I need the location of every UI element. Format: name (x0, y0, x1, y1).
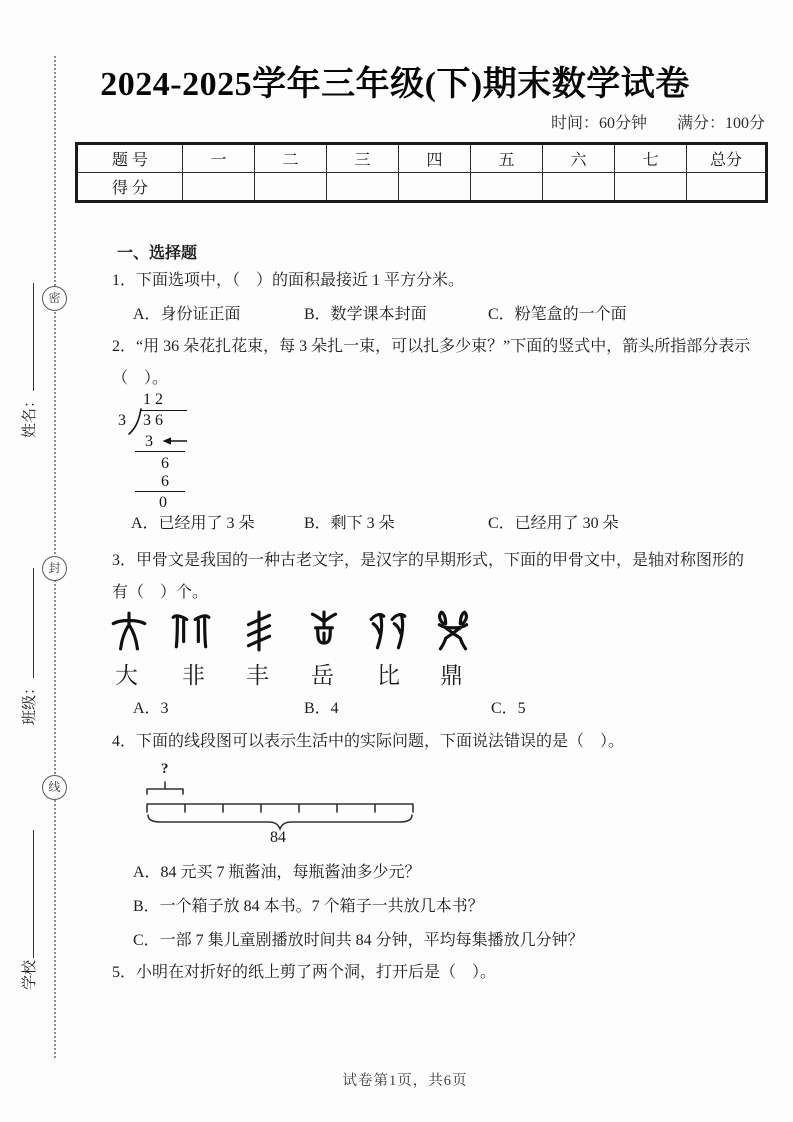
q3-option-c: C．5 (491, 700, 526, 717)
header-cell: 题 号 (77, 144, 183, 173)
score-cell (399, 173, 471, 202)
score-cell (327, 173, 399, 202)
division-quotient: 1 2 (143, 391, 163, 408)
score-cell (183, 173, 255, 202)
q2-option-a: A．已经用了 3 朵 (131, 515, 255, 532)
division-line-1 (135, 451, 185, 452)
division-dividend: 3 6 (143, 412, 163, 429)
q2-option-c: C．已经用了 30 朵 (488, 515, 619, 532)
char-bi: 比 (377, 663, 400, 688)
header-cell: 五 (471, 144, 543, 173)
segment-bar-diagram (140, 760, 425, 836)
question-5-text: 5．小明在对折好的纸上剪了两个洞，打开后是（ ）。 (112, 964, 497, 981)
score-table (75, 142, 768, 203)
page-footer: 试卷第1页，共6页 (342, 1073, 468, 1089)
long-division-diagram (105, 391, 215, 516)
division-vinculum (140, 410, 187, 411)
q4-option-c: C．一部 7 集儿童剧播放时间共 84 分钟，平均每集播放几分钟？ (133, 932, 584, 949)
question-2-text-line2: （ ）。 (112, 370, 169, 387)
school-label: 学校 (22, 959, 38, 990)
question-3-text-line2: 有（ ）个。 (112, 584, 209, 601)
header-cell: 一 (183, 144, 255, 173)
section-title: 一、选择题 (117, 245, 198, 262)
oracle-glyph-bi-icon (368, 610, 410, 652)
oracle-glyph-ding-icon (432, 610, 474, 652)
score-table-header-row (77, 144, 767, 173)
oracle-glyph-da-icon (108, 610, 150, 652)
score-cell (687, 173, 767, 202)
score-cell (615, 173, 687, 202)
oracle-glyph-fei-icon (170, 610, 212, 652)
name-blank-line (21, 283, 34, 391)
time-limit: 时间：60分钟 (550, 115, 647, 132)
diagram-question-mark: ? (161, 761, 169, 777)
division-step1: 3 (145, 433, 153, 450)
seal-char-feng: 封 (42, 556, 67, 581)
seal-char-mi: 密 (42, 286, 67, 311)
header-cell: 七 (615, 144, 687, 173)
header-cell: 总分 (687, 144, 767, 173)
class-field (18, 568, 39, 725)
char-feng: 丰 (246, 663, 269, 688)
q1-option-b: B．数学课本封面 (304, 306, 427, 323)
division-line-2 (135, 491, 185, 492)
score-table-score-row (77, 173, 767, 202)
diagram-total-label: 84 (270, 829, 286, 846)
q1-option-a: A．身份证正面 (133, 306, 241, 323)
full-score: 满分：100分 (676, 115, 765, 132)
score-row-label: 得 分 (77, 173, 183, 202)
exam-meta (380, 110, 765, 133)
division-step2: 6 (161, 455, 169, 472)
header-cell: 三 (327, 144, 399, 173)
division-bracket (128, 408, 143, 435)
class-label: 班级： (22, 679, 38, 725)
q2-option-b: B．剩下 3 朵 (304, 515, 395, 532)
division-step3: 6 (161, 473, 169, 490)
name-label: 姓名： (22, 392, 38, 438)
oracle-glyph-feng-icon (238, 610, 280, 652)
question-4-text: 4．下面的线段图可以表示生活中的实际问题，下面说法错误的是（ ）。 (112, 733, 625, 750)
header-cell: 二 (255, 144, 327, 173)
score-cell (471, 173, 543, 202)
score-cell (543, 173, 615, 202)
q3-option-b: B．4 (304, 700, 339, 717)
question-3-text-line1: 3．甲骨文是我国的一种古老文字，是汉字的早期形式，下面的甲骨文中，是轴对称图形的 (112, 552, 745, 569)
oracle-glyph-yue-icon (303, 610, 345, 652)
division-divisor: 3 (118, 412, 126, 429)
char-fei: 非 (182, 663, 205, 688)
arrow-left-icon (158, 436, 188, 446)
page-title: 2024-2025学年三年级(下)期末数学试卷 (100, 66, 690, 103)
q4-option-b: B．一个箱子放 84 本书。7 个箱子一共放几本书？ (133, 898, 484, 915)
q1-option-c: C．粉笔盒的一个面 (488, 306, 627, 323)
char-yue: 岳 (311, 663, 334, 688)
q3-option-a: A．3 (133, 700, 169, 717)
char-ding: 鼎 (440, 663, 463, 688)
q4-option-a: A．84 元买 7 瓶酱油，每瓶酱油多少元？ (133, 864, 421, 881)
school-field (18, 830, 39, 990)
char-da: 大 (115, 663, 138, 688)
school-blank-line (21, 830, 34, 958)
name-field (18, 283, 39, 438)
score-cell (255, 173, 327, 202)
header-cell: 四 (399, 144, 471, 173)
class-blank-line (21, 568, 34, 678)
header-cell: 六 (543, 144, 615, 173)
question-1-text: 1．下面选项中，（ ）的面积最接近 1 平方分米。 (112, 272, 465, 289)
question-2-text-line1: 2．“用 36 朵花扎花束，每 3 朵扎一束，可以扎多少束？”下面的竖式中，箭头所指部分表示 (112, 338, 751, 355)
seal-char-xian: 线 (42, 775, 67, 800)
division-remainder: 0 (159, 494, 167, 511)
